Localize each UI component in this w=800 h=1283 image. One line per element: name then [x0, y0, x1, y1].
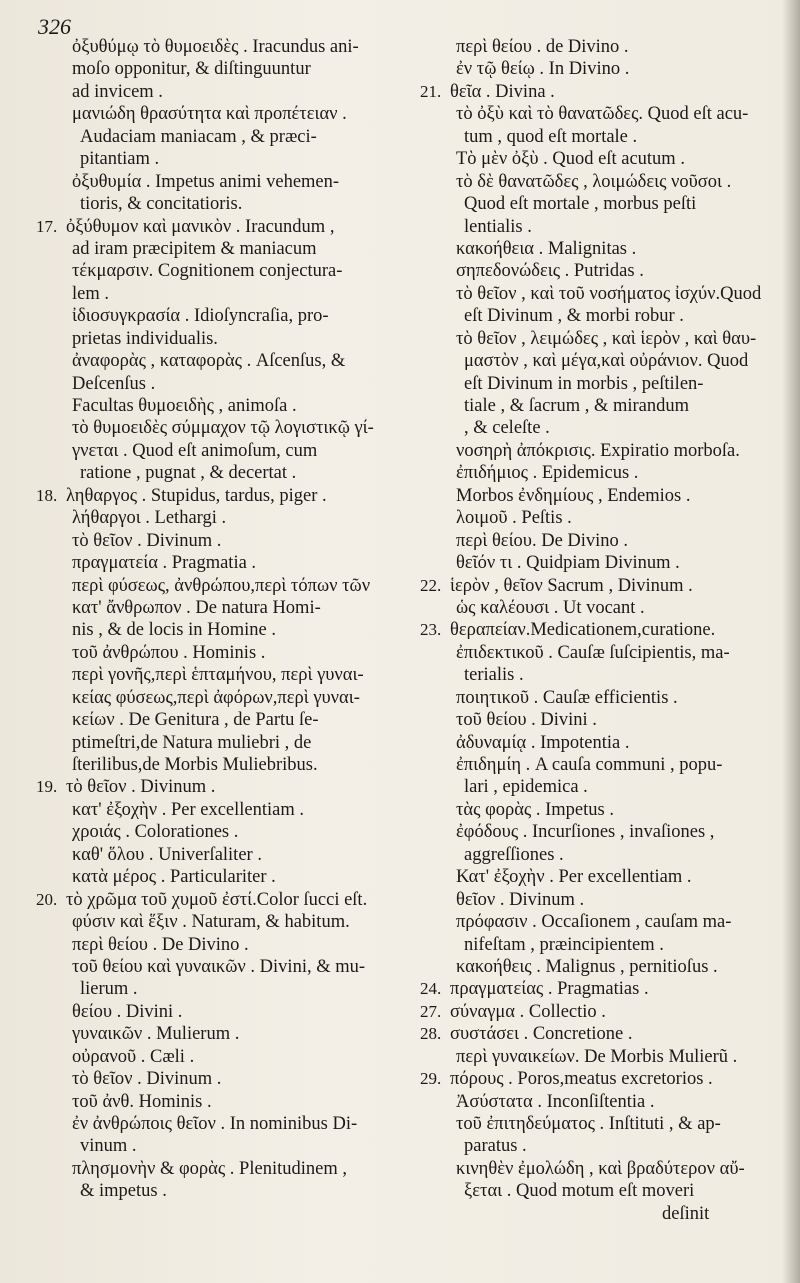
text-line: [28, 687, 398, 709]
line-text: περὶ φύσεως, ἀνθρώπου,περὶ τόπων τῶν: [72, 575, 371, 596]
line-text: πραγματεία . Pragmatia .: [72, 553, 257, 574]
line-text: τὸ θεῖον , λειμώδες , καὶ ἱερὸν , καὶ θαυ-: [456, 328, 757, 349]
text-line: [28, 485, 398, 507]
text-line: [28, 36, 398, 58]
line-text: οὐρανοῦ . Cæli .: [72, 1046, 195, 1067]
text-line: [412, 619, 772, 641]
line-text: eſt Divinum , & morbi robur .: [464, 306, 684, 327]
text-line: [412, 1023, 772, 1045]
entry-number: 24.: [420, 979, 442, 999]
text-line: [412, 462, 772, 484]
text-line: [412, 283, 772, 305]
entry-number: 18.: [36, 485, 58, 505]
line-text: Ἀσύστατα . Inconſiſtentia .: [456, 1091, 655, 1112]
line-text: φύσιν καὶ ἕξιν . Naturam, & habitum.: [72, 912, 350, 933]
line-text: ληθαργος . Stupidus, tardus, piger .: [66, 485, 327, 506]
text-line: [28, 171, 398, 193]
line-text: ἐπιδήμιος . Epidemicus .: [456, 463, 639, 484]
line-text: τοῦ θείου . Divini .: [456, 710, 597, 731]
text-line: [412, 238, 772, 260]
line-text: ὀξυθύμῳ τὸ θυμοειδὲς . Iracundus ani-: [72, 37, 359, 57]
text-line: [412, 530, 772, 552]
text-line: [28, 821, 398, 843]
text-line: [28, 373, 398, 395]
text-line: [28, 911, 398, 933]
text-line: [28, 238, 398, 260]
text-line: [412, 575, 772, 597]
text-line: [412, 395, 772, 417]
line-text: τὸ θεῖον . Divinum .: [72, 530, 222, 551]
text-line: [412, 148, 772, 170]
text-line: [28, 732, 398, 754]
left-column: [28, 36, 398, 1203]
line-text: περὶ γυναικείων. De Morbis Mulierũ .: [456, 1046, 738, 1067]
line-text: τοῦ ἀνθρώπου . Hominis .: [72, 642, 266, 663]
line-text: κείας φύσεως,περὶ ἀφόρων,περὶ γυναι-: [72, 687, 360, 708]
line-text: τὸ ὀξὺ καὶ τὸ θανατῶδες. Quod eſt acu-: [456, 104, 749, 125]
text-line: [28, 552, 398, 574]
text-line: [28, 1023, 398, 1045]
text-line: [412, 1113, 772, 1135]
line-text: πόρους . Poros,meatus excretorios .: [450, 1069, 713, 1090]
text-line: [412, 844, 772, 866]
line-text: ἐπιδεκτικοῦ . Cauſæ ſuſcipientis, ma-: [456, 642, 730, 663]
line-text: , & celeſte .: [464, 418, 550, 439]
text-line: [28, 1068, 398, 1090]
line-text: τὰς φορὰς . Impetus .: [456, 799, 614, 820]
text-line: [412, 911, 772, 933]
line-text: κατὰ μέρος . Particulariter .: [72, 867, 276, 888]
line-text: Κατ' ἐξοχὴν . Per excellentiam .: [456, 867, 692, 888]
text-line: [412, 126, 772, 148]
text-line: [412, 1180, 772, 1202]
line-text: ἐπιδημίη . A cauſa communi , popu-: [456, 755, 723, 775]
line-text: θεραπείαν.Medicationem,curatione.: [450, 620, 716, 641]
line-text: lentialis .: [464, 216, 532, 237]
line-text: ἀδυναμίᾳ . Impotentia .: [456, 732, 630, 753]
line-text: deſinit: [662, 1203, 710, 1224]
entry-number: 19.: [36, 777, 58, 797]
line-text: tiale , & ſacrum , & mirandum: [464, 396, 690, 416]
line-text: κατ' ἐξοχὴν . Per excellentiam .: [72, 799, 304, 820]
text-line: [412, 373, 772, 395]
line-text: μαστὸν , καὶ μέγα,καὶ οὐράνιον. Quod: [464, 351, 749, 372]
text-line: [412, 597, 772, 619]
text-line: [28, 1001, 398, 1023]
line-text: κείων . De Genitura , de Partu ſe-: [72, 710, 319, 731]
line-text: νοσηρὴ ἀπόκρισις. Expiratio morboſa.: [456, 440, 740, 461]
line-text: nifeſtam , præincipientem .: [464, 934, 664, 955]
line-text: ptimeſtri,de Natura muliebri , de: [72, 732, 312, 753]
line-text: ad invicem .: [72, 81, 163, 102]
line-text: Quod eſt mortale , morbus peſti: [464, 194, 697, 215]
line-text: terialis .: [464, 665, 524, 686]
line-text: ὡς καλέουσι . Ut vocant .: [456, 597, 645, 618]
text-line: [412, 709, 772, 731]
line-text: lari , epidemica .: [464, 777, 588, 798]
text-line: [28, 619, 398, 641]
text-line: [28, 58, 398, 80]
page-gutter-shadow: [782, 0, 800, 1283]
text-line: [28, 103, 398, 125]
line-text: τοῦ ἀνθ. Hominis .: [72, 1091, 212, 1112]
line-text: πρόφασιν . Occaſionem , cauſam ma-: [456, 912, 732, 933]
line-text: τὸ δὲ θανατῶδες , λοιμώδεις νοῦσοι .: [456, 171, 732, 192]
text-line: [412, 1046, 772, 1068]
line-text: τὸ θεῖον . Divinum .: [66, 777, 216, 798]
text-line: [28, 709, 398, 731]
text-line: [28, 597, 398, 619]
line-text: tioris, & concitatioris.: [80, 194, 243, 215]
line-text: θείου . Divini .: [72, 1001, 183, 1022]
text-line: [28, 866, 398, 888]
text-line: [28, 126, 398, 148]
line-text: τὸ θυμοειδὲς σύμμαχον τῷ λογιστικῷ γί-: [72, 418, 374, 439]
line-text: ξεται . Quod motum eſt moveri: [464, 1181, 695, 1202]
text-line: [412, 1158, 772, 1180]
line-text: περὶ θείου. De Divino .: [456, 530, 629, 551]
text-line: [412, 821, 772, 843]
text-line: [412, 260, 772, 282]
text-line: [412, 1203, 772, 1225]
text-line: [28, 417, 398, 439]
line-text: lem .: [72, 283, 109, 304]
text-line: [412, 507, 772, 529]
text-line: [28, 81, 398, 103]
text-line: [28, 934, 398, 956]
line-text: pitantiam .: [80, 149, 160, 170]
text-line: [28, 305, 398, 327]
text-line: [412, 934, 772, 956]
text-line: [412, 103, 772, 125]
text-line: [412, 36, 772, 58]
text-line: [28, 754, 398, 776]
line-text: περὶ θείου . de Divino .: [456, 37, 629, 57]
line-text: eſt Divinum in morbis , peſtilen-: [464, 373, 704, 394]
text-line: [412, 305, 772, 327]
text-line: [28, 462, 398, 484]
line-text: σύναγμα . Collectio .: [450, 1001, 606, 1022]
text-line: [28, 776, 398, 798]
text-line: [28, 1180, 398, 1202]
text-line: [28, 1135, 398, 1157]
text-line: [412, 328, 772, 350]
text-line: [28, 148, 398, 170]
line-text: ἐφόδους . Incurſiones , invaſiones ,: [456, 822, 715, 843]
text-line: [28, 216, 398, 238]
line-text: Deſcenſus .: [72, 373, 156, 394]
text-line: [28, 1113, 398, 1135]
text-line: [412, 58, 772, 80]
line-text: ἰδιοσυγκρασία . Idioſyncraſia, pro-: [72, 306, 329, 327]
line-text: paratus .: [464, 1136, 527, 1157]
line-text: ἱερὸν , θεῖον Sacrum , Divinum .: [450, 575, 693, 596]
line-text: tum , quod eſt mortale .: [464, 126, 638, 147]
text-line: [412, 485, 772, 507]
entry-number: 27.: [420, 1001, 442, 1021]
text-line: [412, 642, 772, 664]
line-text: Τὸ μὲν ὀξὺ . Quod eſt acutum .: [456, 149, 685, 170]
line-text: κακοήθεις . Malignus , pernitioſus .: [456, 956, 718, 977]
text-line: [28, 530, 398, 552]
line-text: τοῦ ἐπιτηδεύματος . Inſtituti , & ap-: [456, 1114, 721, 1134]
line-text: τὸ θεῖον , καὶ τοῦ νοσήματος ἰσχύν.Quod: [456, 283, 762, 304]
line-text: Morbos ἐνδημίους , Endemios .: [456, 485, 691, 506]
line-text: ἀναφορὰς , καταφορὰς . Aſcenſus, &: [72, 351, 346, 372]
entry-number: 22.: [420, 575, 442, 595]
text-line: [412, 193, 772, 215]
text-line: [412, 732, 772, 754]
entry-number: 28.: [420, 1024, 442, 1044]
text-line: [412, 1068, 772, 1090]
line-text: ratione , pugnat , & decertat .: [80, 463, 297, 484]
text-line: [412, 1001, 772, 1023]
text-line: [28, 328, 398, 350]
text-line: [412, 866, 772, 888]
text-line: [412, 776, 772, 798]
line-text: ποιητικοῦ . Cauſæ efficientis .: [456, 687, 678, 708]
line-text: τὸ χρῶμα τοῦ χυμοῦ ἐστί.Color ſucci eſt.: [66, 889, 368, 910]
text-line: [28, 260, 398, 282]
text-line: [412, 552, 772, 574]
line-text: λοιμοῦ . Peſtis .: [456, 508, 572, 529]
text-line: [412, 1091, 772, 1113]
text-line: [412, 664, 772, 686]
line-text: λήθαργοι . Lethargi .: [72, 508, 227, 529]
line-text: ſterilibus,de Morbis Muliebribus.: [72, 755, 318, 775]
line-text: γνεται . Quod eſt animoſum, cum: [72, 440, 318, 461]
text-line: [412, 417, 772, 439]
line-text: κακοήθεια . Malignitas .: [456, 238, 637, 259]
text-line: [28, 507, 398, 529]
text-line: [412, 687, 772, 709]
entry-number: 21.: [420, 81, 442, 101]
line-text: ἐν τῷ θείῳ . In Divino .: [456, 59, 630, 80]
line-text: κινηθὲν ἐμολώδη , καὶ βραδύτερον αὔ-: [456, 1158, 745, 1179]
line-text: lierum .: [80, 979, 138, 1000]
text-line: [28, 799, 398, 821]
text-line: [412, 81, 772, 103]
text-line: [412, 440, 772, 462]
entry-number: 29.: [420, 1069, 442, 1089]
entry-number: 23.: [420, 620, 442, 640]
line-text: χροιάς . Colorationes .: [72, 822, 239, 843]
line-text: σηπεδονώδεις . Putridas .: [456, 261, 644, 282]
text-line: [28, 283, 398, 305]
text-line: [412, 216, 772, 238]
line-text: θεῖόν τι . Quidpiam Divinum .: [456, 553, 680, 574]
page-number: 326: [38, 14, 71, 39]
text-line: [412, 350, 772, 372]
line-text: θεῖα . Divina .: [450, 81, 555, 102]
text-line: [412, 978, 772, 1000]
line-text: nis , & de locis in Homine .: [72, 620, 276, 641]
line-text: ὀξύθυμον καὶ μανικὸν . Iracundum ,: [66, 216, 335, 237]
right-column: [412, 36, 772, 1225]
line-text: aggreſſiones .: [464, 844, 564, 865]
line-text: τοῦ θείου καὶ γυναικῶν . Divini, & mu-: [72, 956, 366, 977]
line-text: ἐν ἀνθρώποις θεῖον . In nominibus Di-: [72, 1114, 358, 1134]
line-text: τέκμαρσιν. Cognitionem conjectura-: [72, 261, 343, 282]
text-line: [412, 799, 772, 821]
line-text: πραγματείας . Pragmatias .: [450, 979, 649, 1000]
line-text: περὶ θείου . De Divino .: [72, 934, 249, 955]
line-text: vinum .: [80, 1136, 137, 1157]
line-text: θεῖον . Divinum .: [456, 889, 585, 910]
text-line: [28, 978, 398, 1000]
text-line: [28, 844, 398, 866]
text-line: [28, 395, 398, 417]
text-line: [412, 1135, 772, 1157]
entry-number: 17.: [36, 216, 58, 236]
line-text: Audaciam maniacam , & præci-: [80, 126, 317, 147]
text-line: [28, 1046, 398, 1068]
line-text: ὀξυθυμία . Impetus animi vehemen-: [72, 171, 340, 192]
text-line: [412, 171, 772, 193]
text-line: [28, 350, 398, 372]
text-line: [28, 1158, 398, 1180]
text-line: [28, 642, 398, 664]
line-text: & impetus .: [80, 1181, 167, 1202]
text-line: [28, 193, 398, 215]
line-text: prietas individualis.: [72, 328, 218, 349]
text-line: [28, 956, 398, 978]
text-line: [28, 664, 398, 686]
line-text: κατ' ἄνθρωπον . De natura Homi-: [72, 597, 321, 618]
text-line: [28, 440, 398, 462]
line-text: γυναικῶν . Mulierum .: [72, 1024, 240, 1045]
entry-number: 20.: [36, 889, 58, 909]
line-text: καθ' ὅλου . Univerſaliter .: [72, 844, 262, 865]
text-line: [412, 754, 772, 776]
line-text: ad iram præcipitem & maniacum: [72, 238, 317, 259]
text-line: [412, 956, 772, 978]
text-line: [412, 889, 772, 911]
line-text: τὸ θεῖον . Divinum .: [72, 1069, 222, 1090]
text-line: [28, 1091, 398, 1113]
line-text: συστάσει . Concretione .: [450, 1024, 633, 1045]
line-text: μανιώδη θρασύτητα καὶ προπέτειαν .: [72, 104, 347, 125]
line-text: moſo opponitur, & diſtinguuntur: [72, 59, 311, 80]
text-line: [28, 889, 398, 911]
line-text: περὶ γονῆς,περὶ ἑπταμήνου, περὶ γυναι-: [72, 665, 364, 686]
line-text: πλησμονὴν & φορὰς . Plenitudinem ,: [72, 1158, 347, 1179]
text-line: [28, 575, 398, 597]
line-text: Facultas θυμοειδὴς , animoſa .: [72, 396, 297, 416]
